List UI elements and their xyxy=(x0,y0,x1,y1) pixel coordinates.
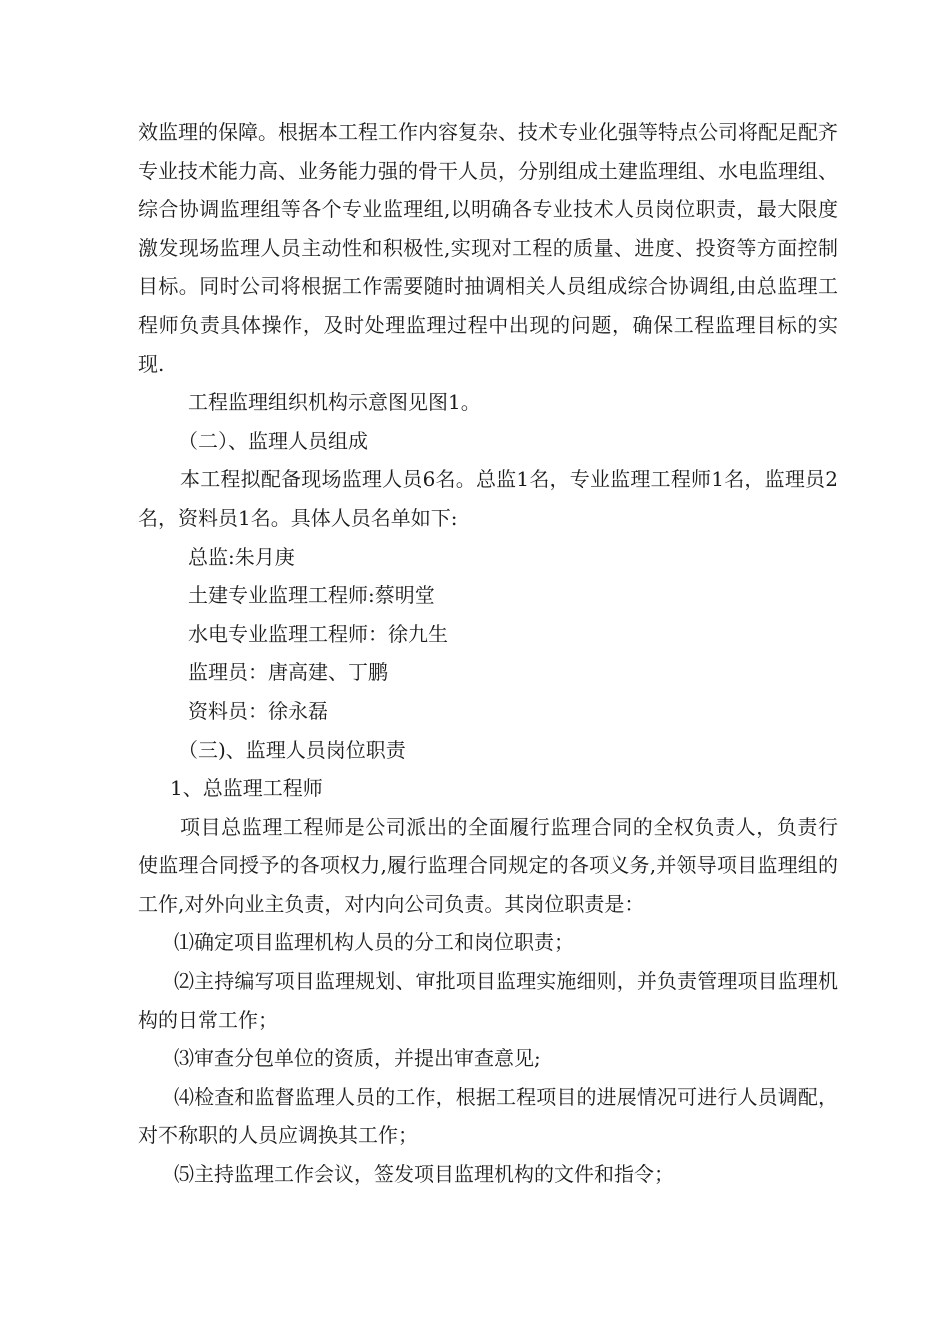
list-item-civil-engineer: 土建专业监理工程师:蔡明堂 xyxy=(188,583,435,608)
paragraph-staff-count: 本工程拟配备现场监理人员6名。总监1名，专业监理工程师1名，监理员2名，资料员1名。具体人员名单如下: xyxy=(138,467,838,530)
duty-item-2: ⑵主持编写项目监理规划、审批项目监理实施细则，并负责管理项目监理机构的日常工作； xyxy=(138,969,838,1032)
section-heading-staff-composition: （二）、监理人员组成 xyxy=(178,428,368,453)
list-item-chief-supervisor: 总监:朱月庚 xyxy=(188,544,295,569)
subheading-chief-engineer: 1、总监理工程师 xyxy=(170,776,323,801)
list-item-mep-engineer: 水电专业监理工程师：徐九生 xyxy=(188,621,448,646)
duty-item-1: ⑴确定项目监理机构人员的分工和岗位职责； xyxy=(174,930,574,955)
duty-item-3: ⑶审查分包单位的资质，并提出审查意见; xyxy=(174,1046,541,1071)
document-body xyxy=(138,113,838,1194)
list-item-document-clerk: 资料员：徐永磊 xyxy=(188,698,328,723)
list-item-supervisors: 监理员：唐高建、丁鹏 xyxy=(188,660,388,685)
paragraph-chief-engineer-role: 项目总监理工程师是公司派出的全面履行监理合同的全权负责人，负责行使监理合同授予的各项权力,履行监理合同规定的各项义务,并领导项目监理组的工作,对外向业主负责，对内向公司负责。其岗位职责是： xyxy=(138,814,838,916)
duty-item-4: ⑷检查和监督监理人员的工作，根据工程项目的进展情况可进行人员调配，对不称职的人员应调换其工作； xyxy=(138,1084,838,1148)
duty-item-5: ⑸主持监理工作会议，签发项目监理机构的文件和指令； xyxy=(174,1162,674,1187)
paragraph-organization-intro: 效监理的保障。根据本工程工作内容复杂、技术专业化强等特点公司将配足配齐专业技术能力高、业务能力强的骨干人员，分别组成土建监理组、水电监理组、综合协调监理组等各个专业监理组,以明确各专业技术人员岗位职责，最大限度激发现场监理人员主动性和积极性,实现对工程的质量、进度、投资等方面控制目标。同时公司将根据工作需要随时抽调相关人员组成综合协调组,由总监理工程师负责具体操作，及时处理监理过程中出现的问题，确保工程监理目标的实现. xyxy=(138,120,838,376)
section-heading-job-duties: （三)、监理人员岗位职责 xyxy=(178,737,406,762)
paragraph-figure-reference: 工程监理组织机构示意图见图1。 xyxy=(188,390,481,415)
